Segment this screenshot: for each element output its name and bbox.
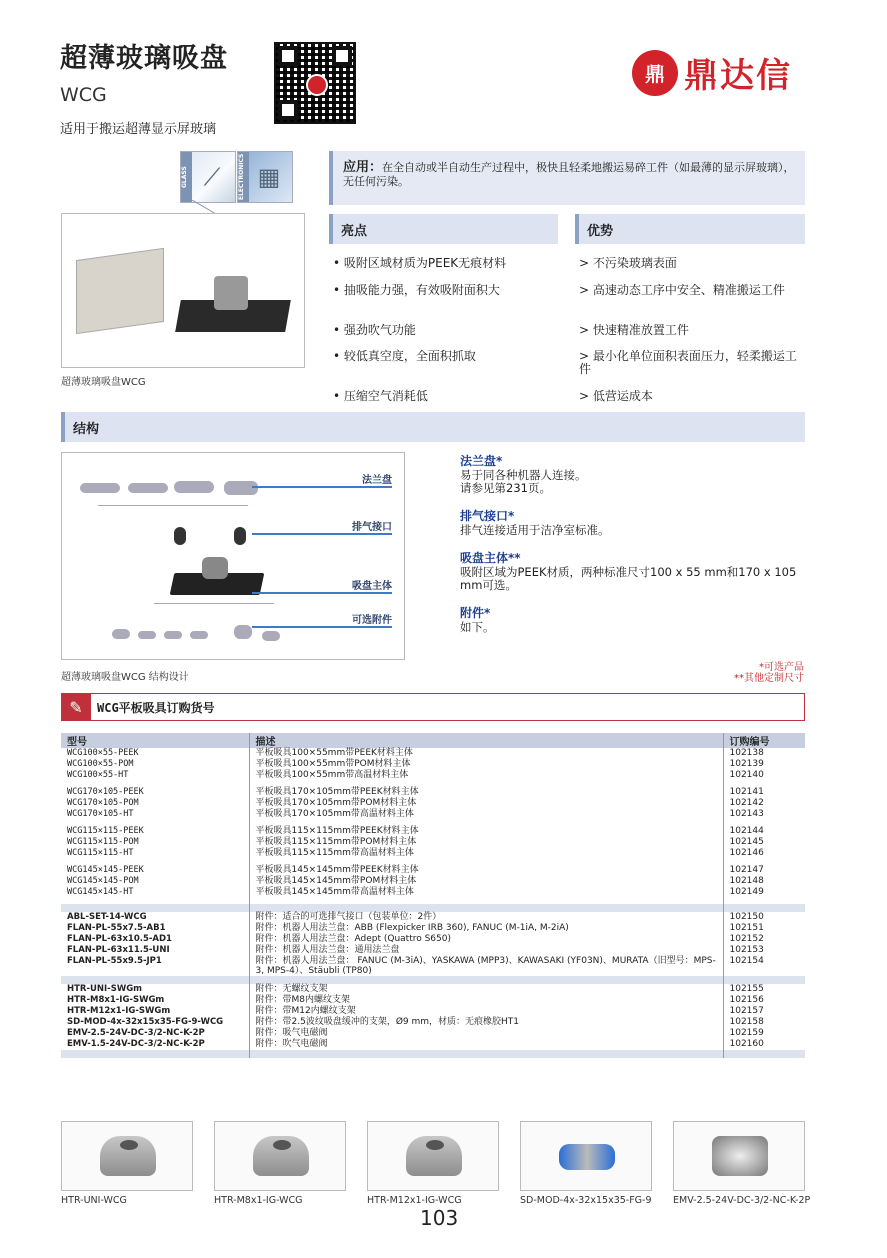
- cell-order-no: 102138: [723, 748, 805, 759]
- cell-desc: 附件：机器人用法兰盘： FANUC (M-3iA)、YASKAWA (MPP3)、KAWASAKI (YF03N)、MURATA（旧型号：MPS-3, MPS-4）、Stäubli (TP80): [249, 956, 723, 976]
- desc-title: 排气接口*: [460, 509, 515, 523]
- cell-desc: 附件：适合的可选排气接口（包装单位：2件）: [249, 912, 723, 923]
- col-model: 型号: [61, 733, 249, 748]
- table-row: [61, 876, 805, 887]
- cell-model: SD-MOD-4x-32x15x35-FG-9-WCG: [67, 1017, 224, 1027]
- table-row: [61, 748, 805, 759]
- accessory-image: [673, 1121, 805, 1191]
- cell-model: WCG115×115-PEEK: [67, 826, 144, 836]
- cell-desc: 平板吸具100×55mm带PEEK材料主体: [249, 748, 723, 759]
- model-name: WCG: [60, 84, 107, 106]
- cell-order-no: 102155: [723, 984, 805, 995]
- desc-title: 吸盘主体**: [460, 551, 521, 565]
- cell-order-no: 102147: [723, 865, 805, 876]
- accessory-caption: HTR-M8x1-IG-WCG: [214, 1195, 303, 1206]
- desc-text: 吸附区域为PEEK材质，两种标准尺寸100 x 55 mm和170 x 105 mm可选。: [460, 565, 797, 592]
- cell-desc: 平板吸具145×145mm带高温材料主体: [249, 887, 723, 898]
- advantages-header: 优势: [575, 214, 805, 244]
- desc-title: 附件*: [460, 606, 491, 620]
- highlight-item: • 压缩空气消耗低: [333, 389, 428, 403]
- cell-model: EMV-2.5-24V-DC-3/2-NC-K-2P: [67, 1028, 205, 1038]
- product-image: [61, 213, 305, 368]
- cell-model: WCG100×55-HT: [67, 770, 129, 780]
- footnotes: *可选产品 **其他定制尺寸: [734, 662, 804, 684]
- qr-code-icon: [274, 42, 356, 124]
- accessory-image: [214, 1121, 346, 1191]
- cell-order-no: 102139: [723, 759, 805, 770]
- table-row: [61, 956, 805, 976]
- cell-desc: 平板吸具170×105mm带POM材料主体: [249, 798, 723, 809]
- table-row: [61, 1028, 805, 1039]
- structure-diagram: [61, 452, 405, 660]
- col-desc: 描述: [249, 733, 723, 748]
- cell-desc: 附件：机器人用法兰盘：Adept (Quattro S650): [249, 934, 723, 945]
- electronics-category-icon: ELECTRONICS ▦: [237, 151, 293, 203]
- cell-order-no: 102149: [723, 887, 805, 898]
- desc-text: 如下。: [460, 620, 495, 634]
- label-body: 吸盘主体: [352, 581, 392, 592]
- table-row: [61, 1006, 805, 1017]
- mount-part: [202, 557, 228, 579]
- cell-order-no: 102148: [723, 876, 805, 887]
- advantage-item: > 最小化单位面积表面压力，轻柔搬运工件: [579, 349, 797, 376]
- highlight-item: • 吸附区域材质为PEEK无痕材料: [333, 256, 507, 270]
- highlight-item: • 强劲吹气功能: [333, 323, 416, 337]
- brand-name: 鼎达信: [684, 56, 792, 96]
- cell-desc: 平板吸具145×145mm带PEEK材料主体: [249, 865, 723, 876]
- product-caption: 超薄玻璃吸盘WCG: [61, 377, 146, 388]
- table-row: [61, 1017, 805, 1028]
- order-table: [61, 733, 805, 1058]
- cell-model: FLAN-PL-63x11.5-UNI: [67, 945, 170, 955]
- accessory-image: [61, 1121, 193, 1191]
- table-row: [61, 984, 805, 995]
- cell-model: WCG170×105-HT: [67, 809, 134, 819]
- application-label: 应用：: [343, 160, 383, 175]
- desc-text: 易于同各种机器人连接。 请参见第231页。: [460, 468, 587, 495]
- cell-order-no: 102142: [723, 798, 805, 809]
- label-exhaust: 排气接口: [352, 522, 392, 533]
- page-title: 超薄玻璃吸盘: [60, 43, 228, 74]
- flange-part: [174, 481, 214, 493]
- cell-model: HTR-M8x1-IG-SWGm: [67, 995, 165, 1005]
- highlights-header: 亮点: [329, 214, 558, 244]
- pencil-icon: ✎: [61, 693, 91, 721]
- cell-model: WCG170×105-POM: [67, 798, 139, 808]
- cell-model: WCG145×145-HT: [67, 887, 134, 897]
- flange-part: [80, 483, 120, 493]
- cell-order-no: 102143: [723, 809, 805, 820]
- application-box: [329, 151, 805, 205]
- highlight-item: • 抽吸能力强，有效吸附面积大: [333, 283, 500, 297]
- structure-header: 结构: [61, 412, 805, 442]
- cell-order-no: 102140: [723, 770, 805, 781]
- accessory-image: [520, 1121, 652, 1191]
- table-row: [61, 798, 805, 809]
- cell-model: FLAN-PL-63x10.5-AD1: [67, 934, 172, 944]
- table-row: [61, 770, 805, 781]
- table-row: [61, 945, 805, 956]
- table-spacer: [61, 904, 805, 912]
- cell-order-no: 102152: [723, 934, 805, 945]
- table-row: [61, 865, 805, 876]
- highlight-item: • 较低真空度，全面积抓取: [333, 349, 476, 363]
- cell-order-no: 102144: [723, 826, 805, 837]
- cell-order-no: 102156: [723, 995, 805, 1006]
- col-order-no: 订购编号: [723, 733, 805, 748]
- cell-model: HTR-UNI-SWGm: [67, 984, 143, 994]
- cell-order-no: 102141: [723, 787, 805, 798]
- cell-desc: 平板吸具115×115mm带PEEK材料主体: [249, 826, 723, 837]
- accessory-caption: HTR-UNI-WCG: [61, 1195, 127, 1206]
- cell-order-no: 102160: [723, 1039, 805, 1050]
- table-row: [61, 934, 805, 945]
- cell-model: HTR-M12x1-IG-SWGm: [67, 1006, 171, 1016]
- cell-desc: 附件：带2.5波纹吸盘缓冲的支架，Ø9 mm，材质：无痕橡胶HT1: [249, 1017, 723, 1028]
- accessory-image: [367, 1121, 499, 1191]
- flange-part: [128, 483, 168, 493]
- cell-desc: 附件：吸气电磁阀: [249, 1028, 723, 1039]
- exhaust-port-part: [234, 527, 246, 545]
- cell-order-no: 102145: [723, 837, 805, 848]
- advantage-item: > 高速动态工序中安全、精准搬运工件: [579, 283, 785, 297]
- order-header: [61, 693, 805, 721]
- cell-desc: 附件：机器人用法兰盘：通用法兰盘: [249, 945, 723, 956]
- cell-order-no: 102151: [723, 923, 805, 934]
- table-spacer: [61, 976, 805, 984]
- desc-title: 法兰盘*: [460, 454, 503, 468]
- accessory-caption: HTR-M12x1-IG-WCG: [367, 1195, 462, 1206]
- cell-desc: 附件：吹气电磁阀: [249, 1039, 723, 1050]
- table-row: [61, 995, 805, 1006]
- cell-desc: 平板吸具115×115mm带POM材料主体: [249, 837, 723, 848]
- cell-desc: 附件：带M8内螺纹支架: [249, 995, 723, 1006]
- label-accessory: 可选附件: [352, 615, 392, 626]
- structure-description: [460, 452, 806, 634]
- advantage-item: > 不污染玻璃表面: [579, 256, 677, 270]
- page-number: 103: [420, 1206, 459, 1230]
- cell-model: WCG145×145-POM: [67, 876, 139, 886]
- accessory-part: [112, 629, 130, 639]
- table-row: [61, 837, 805, 848]
- cell-model: FLAN-PL-55x9.5-JP1: [67, 956, 162, 966]
- table-row: [61, 787, 805, 798]
- exhaust-port-part: [174, 527, 186, 545]
- peek-plate: [76, 248, 164, 334]
- cell-model: WCG145×145-PEEK: [67, 865, 144, 875]
- application-text: 在全自动或半自动生产过程中，极快且轻柔地搬运易碎工件（如最薄的显示屏玻璃），无任何污染。: [343, 161, 795, 188]
- table-row: [61, 1039, 805, 1050]
- table-row: [61, 759, 805, 770]
- accessory-caption: EMV-2.5-24V-DC-3/2-NC-K-2P: [673, 1195, 811, 1206]
- cell-model: WCG100×55-PEEK: [67, 748, 139, 758]
- cell-model: EMV-1.5-24V-DC-3/2-NC-K-2P: [67, 1039, 205, 1049]
- product-subtitle: 适用于搬运超薄显示屏玻璃: [60, 122, 217, 137]
- desc-text: 排气连接适用于洁净室标准。: [460, 523, 610, 537]
- cell-desc: 附件：带M12内螺纹支架: [249, 1006, 723, 1017]
- mount-block: [214, 276, 248, 310]
- table-row: [61, 809, 805, 820]
- cell-desc: 平板吸具170×105mm带高温材料主体: [249, 809, 723, 820]
- cell-order-no: 102146: [723, 848, 805, 859]
- table-row: [61, 848, 805, 859]
- accessory-part: [234, 625, 252, 639]
- table-row: [61, 912, 805, 923]
- table-spacer: [61, 1050, 805, 1058]
- cell-model: ABL-SET-14-WCG: [67, 912, 147, 922]
- cell-order-no: 102158: [723, 1017, 805, 1028]
- cell-model: WCG115×115-POM: [67, 837, 139, 847]
- table-row: [61, 923, 805, 934]
- cell-model: WCG170×105-PEEK: [67, 787, 144, 797]
- cell-order-no: 102157: [723, 1006, 805, 1017]
- cell-desc: 附件：机器人用法兰盘：ABB (Flexpicker IRB 360), FANUC (M-1iA, M-2iA): [249, 923, 723, 934]
- brand-logo: [632, 48, 792, 97]
- glass-category-icon: GLASS ⟋: [180, 151, 236, 203]
- structure-caption: 超薄玻璃吸盘WCG 结构设计: [61, 672, 189, 683]
- accessory-part: [138, 631, 156, 639]
- cell-order-no: 102150: [723, 912, 805, 923]
- cell-desc: 附件：无螺纹支架: [249, 984, 723, 995]
- cell-desc: 平板吸具115×115mm带高温材料主体: [249, 848, 723, 859]
- cell-model: FLAN-PL-55x7.5-AB1: [67, 923, 166, 933]
- cell-order-no: 102153: [723, 945, 805, 956]
- cell-model: WCG115×115-HT: [67, 848, 134, 858]
- cell-desc: 平板吸具170×105mm带PEEK材料主体: [249, 787, 723, 798]
- advantage-item: > 快速精准放置工件: [579, 323, 689, 337]
- cell-model: WCG100×55-POM: [67, 759, 134, 769]
- cell-desc: 平板吸具145×145mm带POM材料主体: [249, 876, 723, 887]
- advantage-item: > 低营运成本: [579, 389, 653, 403]
- accessory-caption: SD-MOD-4x-32x15x35-FG-9: [520, 1195, 652, 1206]
- table-row: [61, 826, 805, 837]
- table-row: [61, 887, 805, 898]
- accessory-part: [164, 631, 182, 639]
- accessory-part: [190, 631, 208, 639]
- order-title: WCG平板吸具订购货号: [97, 700, 215, 715]
- flange-part: [224, 481, 258, 495]
- brand-mark-icon: 鼎: [632, 50, 678, 96]
- label-flange: 法兰盘: [362, 475, 392, 486]
- accessory-part: [262, 631, 280, 641]
- cell-order-no: 102154: [723, 956, 805, 976]
- cell-desc: 平板吸具100×55mm带POM材料主体: [249, 759, 723, 770]
- cell-desc: 平板吸具100×55mm带高温材料主体: [249, 770, 723, 781]
- cell-order-no: 102159: [723, 1028, 805, 1039]
